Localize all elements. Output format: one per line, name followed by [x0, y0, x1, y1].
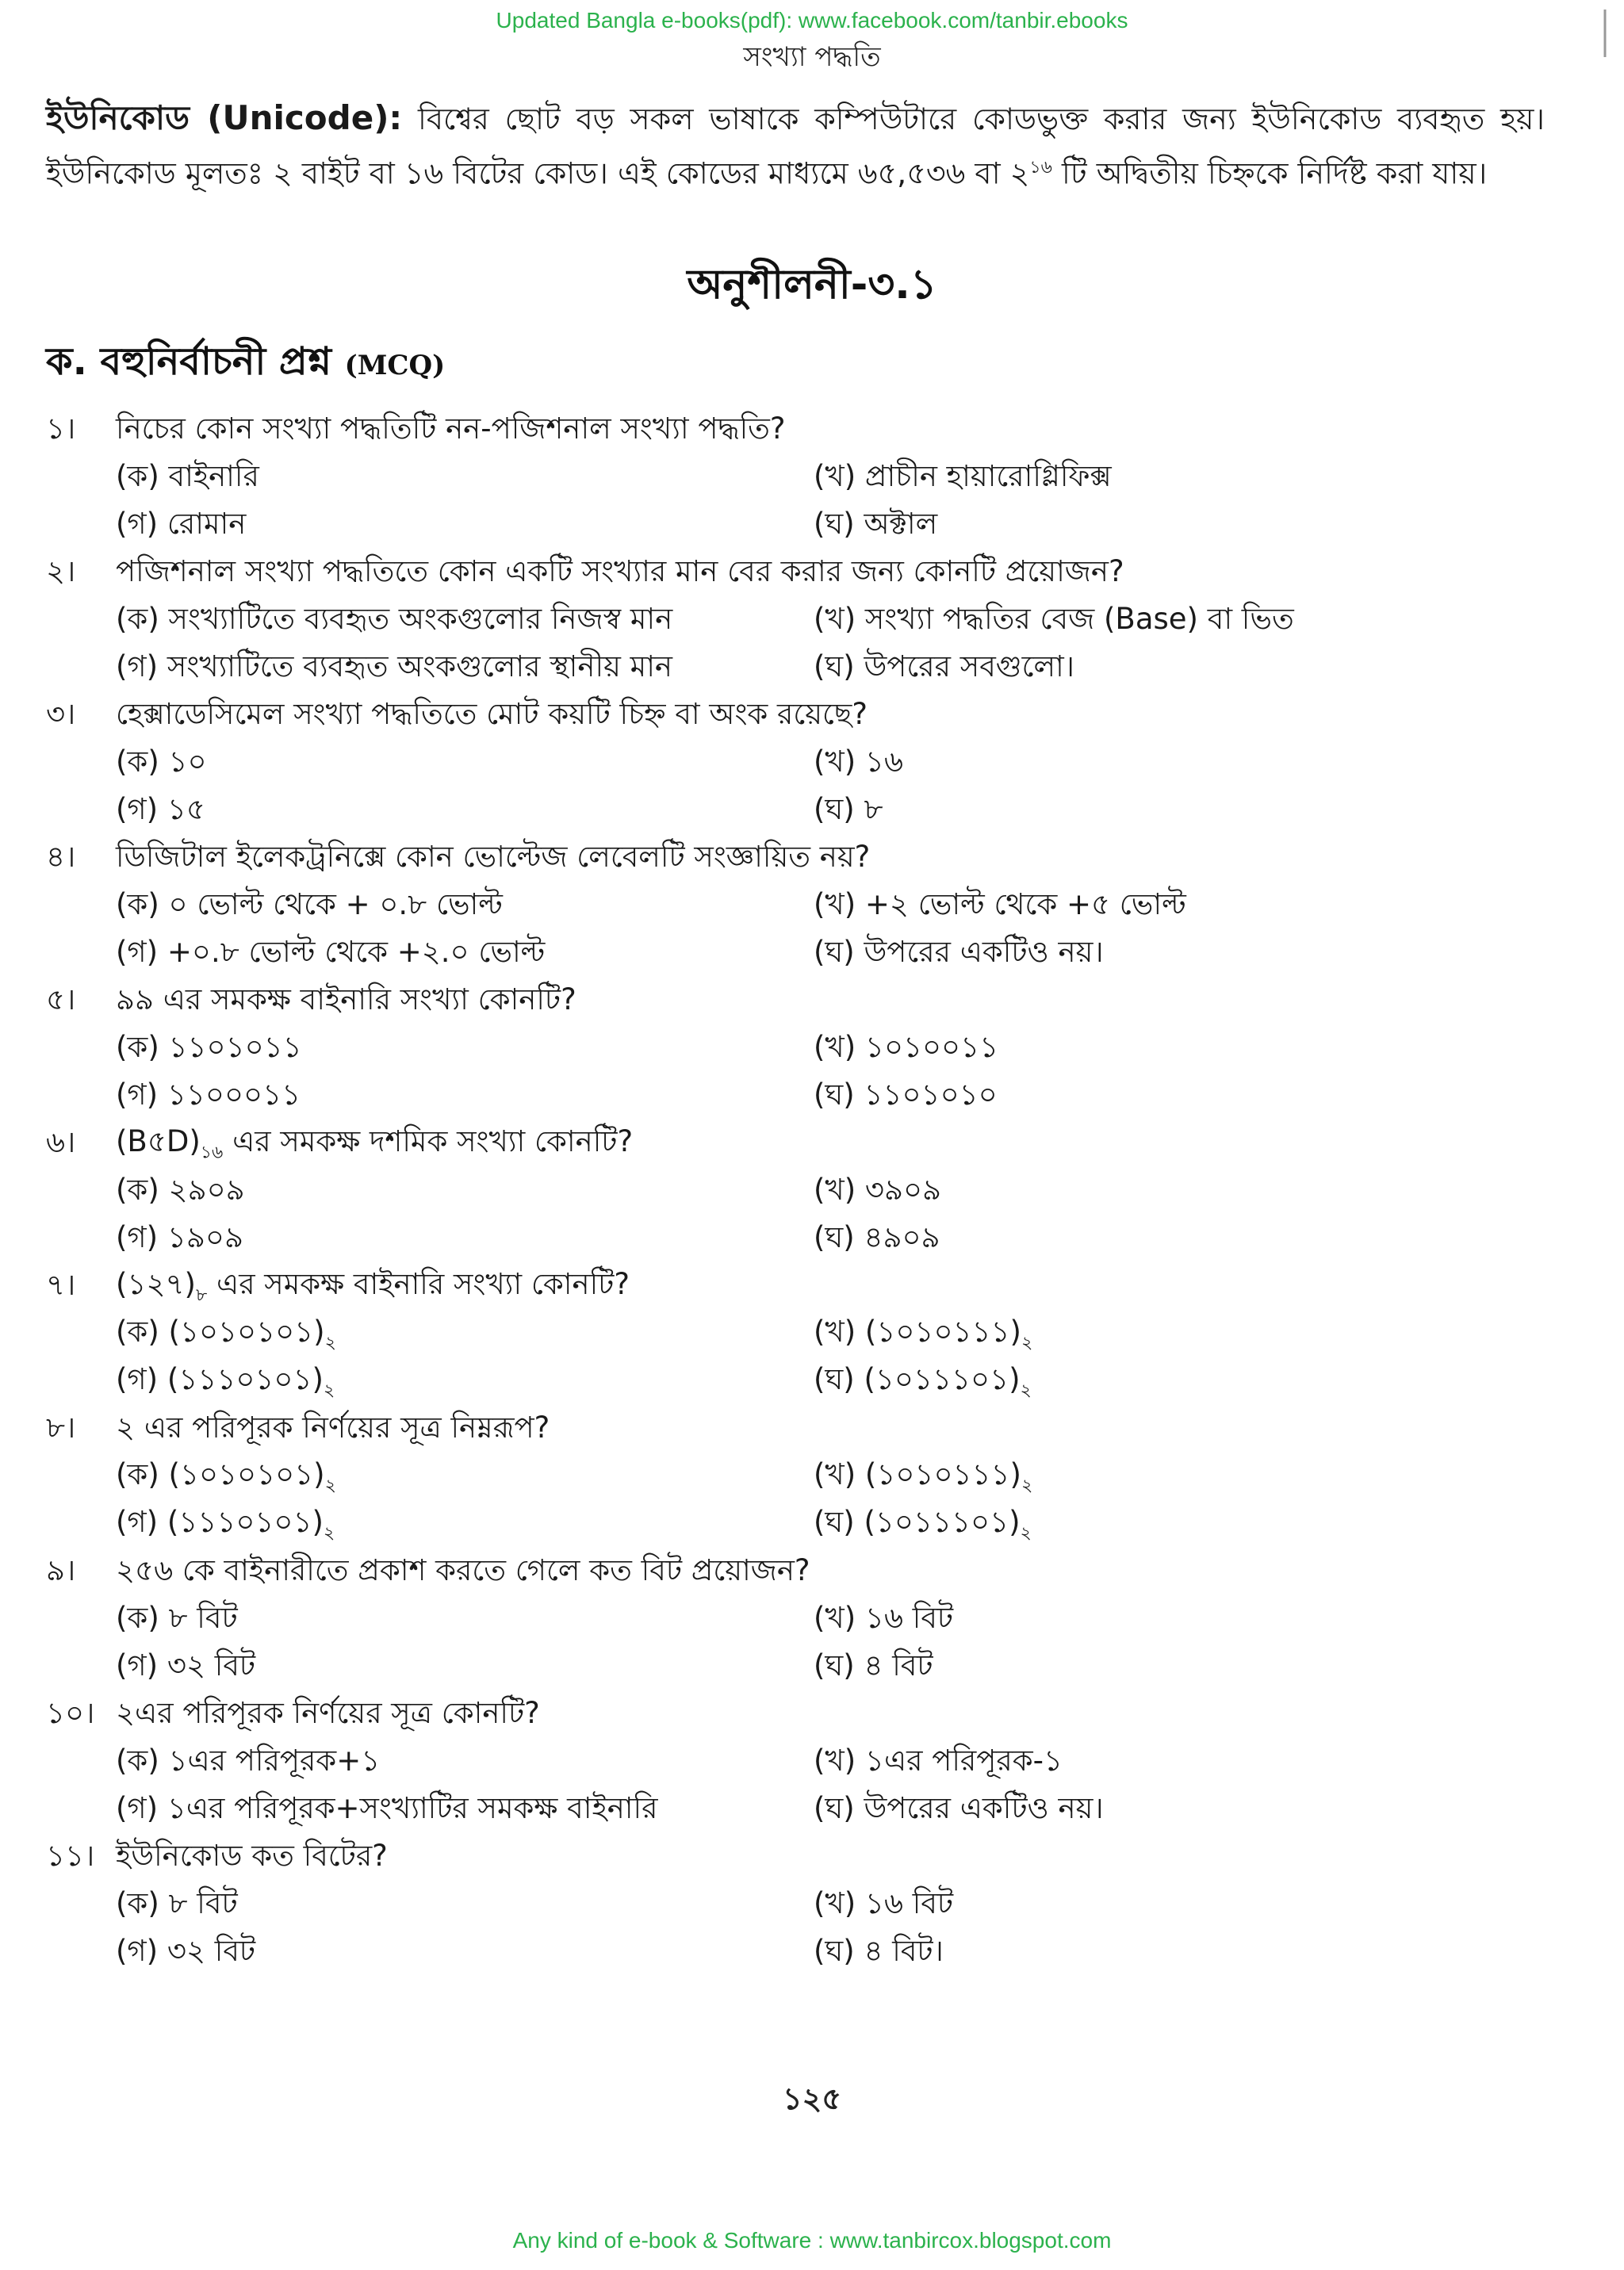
- question-line: [46, 1690, 1576, 1738]
- option-choice: [116, 928, 814, 978]
- option-label: (ঘ) উপরের একটিও নয়।: [814, 1790, 1104, 1825]
- option-choice: [116, 1071, 814, 1121]
- option-subscript: ২: [1021, 1333, 1033, 1353]
- question-number: ৫।: [46, 982, 76, 1016]
- watermark-bottom: Any kind of e-book & Software : www.tanbircox.blogspot.com: [512, 2228, 1112, 2253]
- option-choice: [116, 595, 814, 645]
- option-choice: [814, 1642, 1576, 1692]
- option-row: [46, 739, 1576, 787]
- option-choice: [814, 1451, 1576, 1501]
- option-label: (ঘ) (১০১১১০১): [814, 1505, 1021, 1540]
- option-label: (ক) ৮ বিট: [116, 1600, 238, 1635]
- question-number: ১।: [46, 411, 76, 446]
- option-row: [46, 787, 1576, 834]
- mcq-heading-tag: (MCQ): [344, 350, 446, 381]
- option-label: (গ) সংখ্যাটিতে ব্যবহৃত অংকগুলোর স্থানীয় মান: [116, 649, 673, 683]
- option-choice: [814, 1356, 1576, 1406]
- option-label: (খ) ১এর পরিপূরক-১: [814, 1743, 1063, 1778]
- question-text: ইউনিকোড কত বিটের?: [116, 1838, 388, 1873]
- option-choice: [116, 1594, 814, 1644]
- option-label: (গ) ৩২ বিট: [116, 1933, 256, 1968]
- option-label: (ঘ) উপরের সবগুলো।: [814, 649, 1075, 683]
- question-line: [46, 549, 1576, 596]
- option-choice: [116, 1499, 814, 1548]
- option-label: (ঘ) ১১০১০১০: [814, 1077, 998, 1112]
- option-label: (খ) +২ ভোল্ট থেকে +৫ ভোল্ট: [814, 886, 1186, 921]
- question-number: ৩।: [46, 696, 76, 731]
- option-choice: [814, 1166, 1576, 1216]
- option-label: (ক) সংখ্যাটিতে ব্যবহৃত অংকগুলোর নিজস্ব মান: [116, 601, 673, 636]
- option-row: [46, 1072, 1576, 1120]
- option-choice: [116, 643, 814, 693]
- option-label: (ঘ) অক্টাল: [814, 506, 938, 541]
- question-item: [46, 1262, 1576, 1405]
- option-label: (ক) বাইনারি: [116, 458, 259, 493]
- option-choice: [814, 1737, 1576, 1787]
- option-row: [46, 1500, 1576, 1548]
- question-text-before: (১২৭): [116, 1267, 196, 1302]
- option-choice: [116, 738, 814, 788]
- option-subscript: ২: [323, 1380, 335, 1401]
- option-choice: [814, 1594, 1576, 1644]
- option-choice: [814, 786, 1576, 836]
- question-number: ৯।: [46, 1552, 76, 1587]
- question-item: [46, 1405, 1576, 1548]
- option-choice: [814, 1071, 1576, 1121]
- question-item: [46, 1120, 1576, 1262]
- option-label: (ক) ২৯০৯: [116, 1172, 245, 1207]
- option-label: (খ) প্রাচীন হায়ারোগ্লিফিক্স: [814, 458, 1112, 493]
- mcq-heading-label: ক. বহুনির্বাচনী প্রশ্ন: [46, 339, 331, 384]
- option-label: (খ) সংখ্যা পদ্ধতির বেজ (Base) বা ভিত: [814, 601, 1294, 636]
- unicode-paragraph: [46, 94, 1545, 198]
- unicode-superscript: ১৬: [1029, 158, 1052, 178]
- option-choice: [116, 786, 814, 836]
- option-choice: [814, 643, 1576, 693]
- option-label: (খ) ৩৯০৯: [814, 1172, 942, 1207]
- option-row: [46, 644, 1576, 691]
- option-row: [46, 1215, 1576, 1262]
- question-text: [116, 1118, 1576, 1168]
- question-text-subscript: ১৬: [200, 1143, 224, 1163]
- question-text-after: এর সমকক্ষ দশমিক সংখ্যা কোনটি?: [223, 1124, 634, 1159]
- option-label: (গ) ১৯০৯: [116, 1219, 243, 1254]
- option-choice: [814, 928, 1576, 978]
- question-number: ১১।: [46, 1838, 95, 1873]
- option-row: [46, 1310, 1576, 1357]
- option-label: (ঘ) ৪ বিট।: [814, 1933, 944, 1968]
- option-row: [46, 1928, 1576, 1976]
- option-subscript: ২: [324, 1476, 336, 1496]
- option-subscript: ২: [1020, 1380, 1032, 1401]
- question-line: [46, 1548, 1576, 1595]
- question-item: [46, 1690, 1576, 1833]
- option-choice: [814, 453, 1576, 503]
- question-text: পজিশনাল সংখ্যা পদ্ধতিতে কোন একটি সংখ্যার মান বের করার জন্য কোনটি প্রয়োজন?: [116, 553, 1124, 588]
- option-label: (ক) (১০১০১০১): [116, 1315, 325, 1349]
- option-choice: [116, 453, 814, 503]
- option-label: (ঘ) ৪৯০৯: [814, 1219, 940, 1254]
- question-item: [46, 1833, 1576, 1976]
- option-row: [46, 596, 1576, 644]
- question-text: নিচের কোন সংখ্যা পদ্ধতিটি নন-পজিশনাল সংখ্যা পদ্ধতি?: [116, 411, 786, 446]
- option-subscript: ২: [324, 1333, 336, 1353]
- question-item: [46, 977, 1576, 1120]
- option-choice: [814, 1214, 1576, 1264]
- page-corner-mark: [1578, 10, 1610, 57]
- option-row: [46, 1357, 1576, 1405]
- page-number: ১২৫: [782, 2081, 842, 2116]
- option-choice: [116, 1737, 814, 1787]
- question-number: ৪।: [46, 839, 76, 874]
- option-label: (ক) ১এর পরিপূরক+১: [116, 1743, 381, 1778]
- option-label: (ঘ) ৪ বিট: [814, 1648, 933, 1682]
- option-choice: [116, 1024, 814, 1074]
- question-text: [116, 1261, 1576, 1311]
- question-number: ১০।: [46, 1695, 95, 1730]
- option-subscript: ২: [1020, 1523, 1032, 1544]
- question-list: [46, 406, 1576, 1976]
- option-row: [46, 882, 1576, 929]
- option-label: (খ) ১৬: [814, 744, 903, 779]
- option-label: (গ) +০.৮ ভোল্ট থেকে +২.০ ভোল্ট: [116, 934, 546, 969]
- question-item: [46, 1548, 1576, 1690]
- option-choice: [116, 1308, 814, 1358]
- option-label: (গ) ১৫: [116, 791, 205, 826]
- question-number: ২।: [46, 553, 76, 588]
- option-label: (গ) (১১১০১০১): [116, 1362, 324, 1397]
- unicode-text-1: বিশ্বের ছোট বড় সকল ভাষাকে কম্পিউটারে কোডভুক্ত করার জন্য ইউনিকোড ব্যবহৃত হয়। ইউনিকোড মূলতঃ ২ বাইট বা ১৬ বিটের কোড। এই কোডের মাধ্যমে ৬৫,৫৩৬ বা ২: [46, 101, 1545, 191]
- option-choice: [116, 1214, 814, 1264]
- mcq-heading: [46, 333, 445, 396]
- option-row: [46, 1167, 1576, 1215]
- question-text: ২৫৬ কে বাইনারীতে প্রকাশ করতে গেলে কত বিট প্রয়োজন?: [116, 1552, 810, 1587]
- question-text: ২ এর পরিপূরক নির্ণয়ের সূত্র নিম্নরূপ?: [116, 1410, 550, 1445]
- option-label: (খ) ১৬ বিট: [814, 1600, 954, 1635]
- option-label: (ক) (১০১০১০১): [116, 1457, 325, 1492]
- unicode-term: ইউনিকোড (Unicode):: [46, 98, 403, 137]
- option-choice: [116, 881, 814, 931]
- question-line: [46, 977, 1576, 1024]
- option-label: (খ) ১৬ বিট: [814, 1885, 954, 1920]
- option-row: [46, 1595, 1576, 1643]
- unicode-text-2: টি অদ্বিতীয় চিহ্নকে নির্দিষ্ট করা যায়।: [1051, 155, 1488, 191]
- question-number: ৮।: [46, 1410, 76, 1445]
- option-choice: [116, 1166, 814, 1216]
- question-line: [46, 834, 1576, 882]
- option-choice: [814, 1499, 1576, 1548]
- option-choice: [116, 1356, 814, 1406]
- option-label: (ক) ৮ বিট: [116, 1885, 238, 1920]
- option-choice: [814, 1880, 1576, 1930]
- question-number: ৬।: [46, 1124, 76, 1159]
- section-heading: অনুশীলনী-৩.১: [687, 261, 937, 308]
- watermark-top: Updated Bangla e-books(pdf): www.facebook.com/tanbir.ebooks: [496, 8, 1128, 33]
- option-choice: [116, 1642, 814, 1692]
- question-line: [46, 1262, 1576, 1310]
- option-subscript: ২: [323, 1523, 335, 1544]
- option-choice: [814, 738, 1576, 788]
- question-text: হেক্সাডেসিমেল সংখ্যা পদ্ধতিতে মোট কয়টি চিহ্ন বা অংক রয়েছে?: [116, 696, 868, 731]
- option-choice: [814, 500, 1576, 550]
- question-item: [46, 406, 1576, 549]
- option-label: (খ) (১০১০১১১): [814, 1315, 1021, 1349]
- option-choice: [116, 500, 814, 550]
- question-text: ডিজিটাল ইলেকট্রনিক্সে কোন ভোল্টেজ লেবেলটি সংজ্ঞায়িত নয়?: [116, 839, 871, 874]
- option-row: [46, 454, 1576, 501]
- option-row: [46, 1453, 1576, 1500]
- question-line: [46, 1120, 1576, 1167]
- option-choice: [116, 1927, 814, 1977]
- option-label: (ক) ১১০১০১১: [116, 1029, 302, 1064]
- question-line: [46, 691, 1576, 739]
- question-text-before: (B৫D): [116, 1124, 201, 1159]
- option-label: (খ) ১০১০০১১: [814, 1029, 999, 1064]
- question-number: ৭।: [46, 1267, 76, 1302]
- question-line: [46, 1833, 1576, 1881]
- option-label: (ক) ১০: [116, 744, 207, 779]
- option-row: [46, 1643, 1576, 1690]
- option-row: [46, 1738, 1576, 1786]
- option-choice: [814, 1927, 1576, 1977]
- option-choice: [814, 595, 1576, 645]
- option-choice: [116, 1880, 814, 1930]
- option-row: [46, 929, 1576, 977]
- option-choice: [116, 1451, 814, 1501]
- option-label: (খ) (১০১০১১১): [814, 1457, 1021, 1492]
- question-item: [46, 691, 1576, 834]
- option-label: (গ) ১এর পরিপূরক+সংখ্যাটির সমকক্ষ বাইনারি: [116, 1790, 658, 1825]
- option-label: (ঘ) ৮: [814, 791, 883, 826]
- option-choice: [814, 1308, 1576, 1358]
- option-row: [46, 1881, 1576, 1928]
- option-label: (গ) ৩২ বিট: [116, 1648, 256, 1682]
- question-text-after: এর সমকক্ষ বাইনারি সংখ্যা কোনটি?: [207, 1267, 630, 1302]
- question-line: [46, 1405, 1576, 1453]
- option-choice: [814, 881, 1576, 931]
- question-text: ২এর পরিপূরক নির্ণয়ের সূত্র কোনটি?: [116, 1695, 540, 1730]
- option-subscript: ২: [1021, 1476, 1033, 1496]
- option-label: (ঘ) (১০১১১০১): [814, 1362, 1021, 1397]
- option-row: [46, 501, 1576, 549]
- running-header: সংখ্যা পদ্ধতি: [743, 41, 881, 73]
- option-label: (ক) ০ ভোল্ট থেকে + ০.৮ ভোল্ট: [116, 886, 503, 921]
- option-choice: [814, 1024, 1576, 1074]
- question-line: [46, 406, 1576, 454]
- option-label: (ঘ) উপরের একটিও নয়।: [814, 934, 1104, 969]
- question-item: [46, 549, 1576, 691]
- option-choice: [814, 1785, 1576, 1835]
- question-text: ৯৯ এর সমকক্ষ বাইনারি সংখ্যা কোনটি?: [116, 982, 576, 1016]
- question-item: [46, 834, 1576, 977]
- option-row: [46, 1786, 1576, 1833]
- option-label: (গ) (১১১০১০১): [116, 1505, 324, 1540]
- question-text-subscript: ৮: [196, 1285, 208, 1306]
- option-row: [46, 1024, 1576, 1072]
- option-choice: [116, 1785, 814, 1835]
- option-label: (গ) রোমান: [116, 506, 247, 541]
- option-label: (গ) ১১০০০১১: [116, 1077, 301, 1112]
